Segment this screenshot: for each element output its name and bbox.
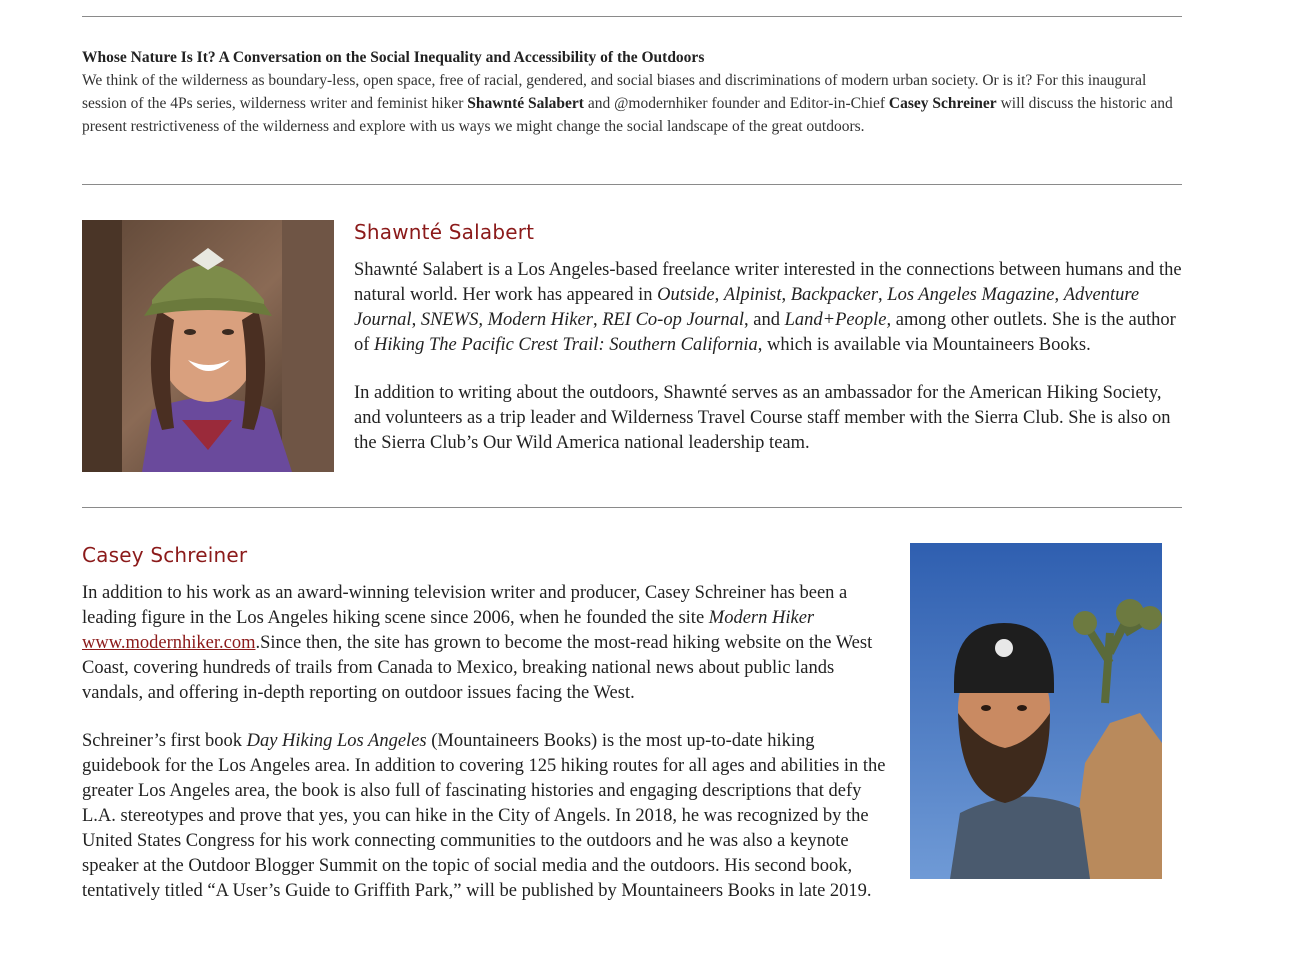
casey-bio — [82, 581, 888, 927]
speaker-heading-shawnte: Shawnté Salabert — [354, 220, 535, 244]
shawnte-bio-paragraph-2: In addition to writing about the outdoors, Shawnté serves as an ambassador for the American Hiking Society, and volunteers as a trip leader and Wilderness Travel Course staff member with the Sierra Club. She is also on the Sierra Club’s Our Wild America national leadership team. — [354, 383, 1171, 453]
top-divider — [82, 16, 1182, 17]
event-description: We think of the wilderness as boundary-less, open space, free of racial, gendered, and social biases and discriminations of modern urban society. Or is it? For this inaugural session of the 4Ps series, wilderness writer and feminist hiker Shawnté Salabert and @modernhiker founder and Editor-in-Chief Casey Schreiner will discuss the historic and present restrictiveness of the wilderness and explore with us ways we might change the social landscape of the great outdoors. — [82, 72, 1173, 135]
casey-photo — [910, 543, 1162, 879]
shawnte-bio-paragraph-1: Shawnté Salabert is a Los Angeles-based freelance writer interested in the connections between humans and the natural world. Her work has appeared in Outside, Alpinist, Backpacker, Los Angeles Magazine, Adventure Journal, SNEWS, Modern Hiker, REI Co-op Journal, and Land+People, among other outlets. She is the author of Hiking The Pacific Crest Trail: Southern California, which is available via Mountaineers Books. — [354, 260, 1182, 355]
section-divider — [82, 507, 1182, 508]
modernhiker-link[interactable]: www.modernhiker.com — [82, 633, 256, 653]
speaker-name-casey: Casey Schreiner — [888, 95, 997, 112]
casey-bio-paragraph-2: Schreiner’s first book Day Hiking Los Angeles (Mountaineers Books) is the most up-to-date hiking guidebook for the Los Angeles area. In addition to covering 125 hiking routes for all ages and abilities in the greater Los Angeles area, the book is also full of fascinating histories and engaging descriptions that defy L.A. stereotypes and prove that yes, you can hike in the City of Angels. In 2018, he was recognized by the United States Congress for his work connecting communities to the outdoors and he was also a keynote speaker at the Outdoor Blogger Summit on the topic of social media and the outdoors. His second book, tentatively titled “A User’s Guide to Griffith Park,” will be published by Mountaineers Books in late 2019. — [82, 731, 886, 901]
speaker-heading-casey: Casey Schreiner — [82, 543, 248, 567]
event-intro — [82, 46, 1182, 138]
casey-bio-paragraph-1: In addition to his work as an award-winning television writer and producer, Casey Schreiner has been a leading figure in the Los Angeles hiking scene since 2006, when he founded the site Modern Hiker www.modernhiker.com.Since then, the site has grown to become the most-read hiking website on the West Coast, covering hundreds of trails from Canada to Mexico, breaking national news about public lands vandals, and offering in-depth reporting on outdoor issues facing the West. — [82, 583, 873, 703]
event-title: Whose Nature Is It? A Conversation on the Social Inequality and Accessibility of the Outdoors — [82, 49, 705, 66]
section-divider — [82, 184, 1182, 185]
speaker-name-shawnte: Shawnté Salabert — [467, 95, 584, 112]
shawnte-bio — [354, 258, 1182, 479]
shawnte-photo — [82, 220, 334, 472]
